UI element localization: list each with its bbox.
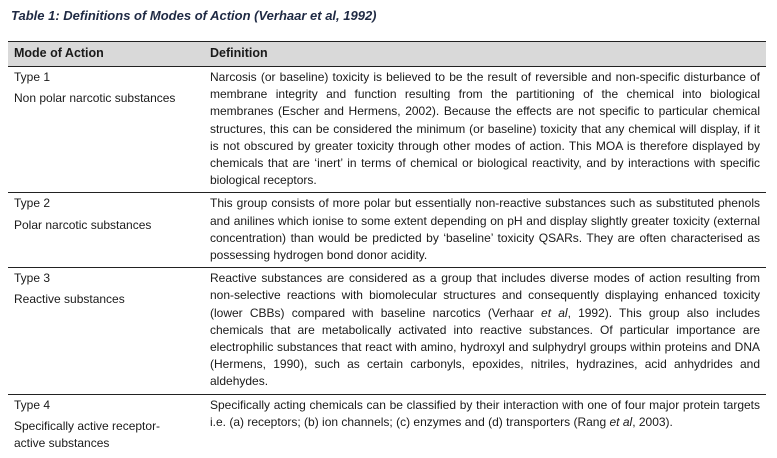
mode-type: Type 2	[14, 196, 51, 211]
mode-name: Non polar narcotic substances	[14, 91, 176, 106]
mode-type: Type 3	[14, 271, 51, 286]
table-row	[8, 268, 766, 394]
definition-text: Reactive substances are considered as a group that includes diverse modes of action resulting from non-selective reactions with biomolecular structures and consequently displaying enhanced toxicity (lower CBBs) compared with baseline narcotics (Verhaar	[210, 271, 760, 320]
definition-text: Specifically acting chemicals can be classified by their interaction with one of four major protein targets i.e. (a) receptors; (b) ion channels; (c) enzymes and (d) transporters (Rang	[210, 397, 760, 429]
definition-cell: Narcosis (or baseline) toxicity is believed to be the result of reversible and non-specific disturbance of membrane integrity and function resulting from the partitioning of the chemical into biological membranes (Escher and Hermens, 2002). Because the effects are not specific to particular chemical structures, this can be considered the minimum (or baseline) toxicity that any chemical will display, if it is not obscured by greater toxicity through other modes of action. This MOA is therefore displayed by chemicals that are ‘inert’ in terms of chemical or biological reactivity, and by interactions with specific biological receptors.	[204, 67, 766, 193]
definition-italic: et al	[609, 414, 633, 429]
definition-cell: This group consists of more polar but essentially non-reactive substances such as substituted phenols and anilines which ionise to some extent depending on pH and display slightly greater toxicity (external concentration) than would be predicted by ‘baseline’ toxicity QSARs. They are often characterised as possessing hydrogen bond donor acidity.	[204, 193, 766, 268]
mode-type: Type 1	[14, 70, 51, 84]
definition-text: , 1992). This group also includes chemicals that are metabolically activated into reactive substances. Of particular importance are electrophilic substances that react with amino, hydroxyl and sulphydryl groups within proteins and DNA (Hermens, 1990), such as certain carbonyls, epoxides, nitriles, hydrazines, acid anhydrides and aldehydes.	[210, 305, 760, 389]
table-row	[8, 394, 766, 455]
definition-cell	[204, 268, 766, 394]
table-row	[8, 67, 766, 193]
modes-of-action-table	[8, 41, 766, 455]
table-header-row	[8, 42, 766, 67]
definition-cell	[204, 394, 766, 455]
mode-cell	[8, 268, 204, 394]
header-mode-of-action: Mode of Action	[8, 42, 204, 67]
mode-name: Polar narcotic substances	[14, 217, 152, 232]
mode-cell	[8, 193, 204, 268]
table-row	[8, 193, 766, 268]
definition-italic: et al	[541, 305, 568, 320]
mode-type: Type 4	[14, 397, 51, 412]
mode-cell	[8, 394, 204, 455]
table-caption: Table 1: Definitions of Modes of Action (Verhaar et al, 1992)	[11, 8, 377, 23]
mode-name: Specifically active receptor-active substances	[14, 418, 161, 451]
definition-text: , 2003).	[632, 414, 673, 429]
mode-name: Reactive substances	[14, 292, 125, 307]
mode-cell	[8, 67, 204, 193]
header-definition: Definition	[204, 42, 766, 67]
